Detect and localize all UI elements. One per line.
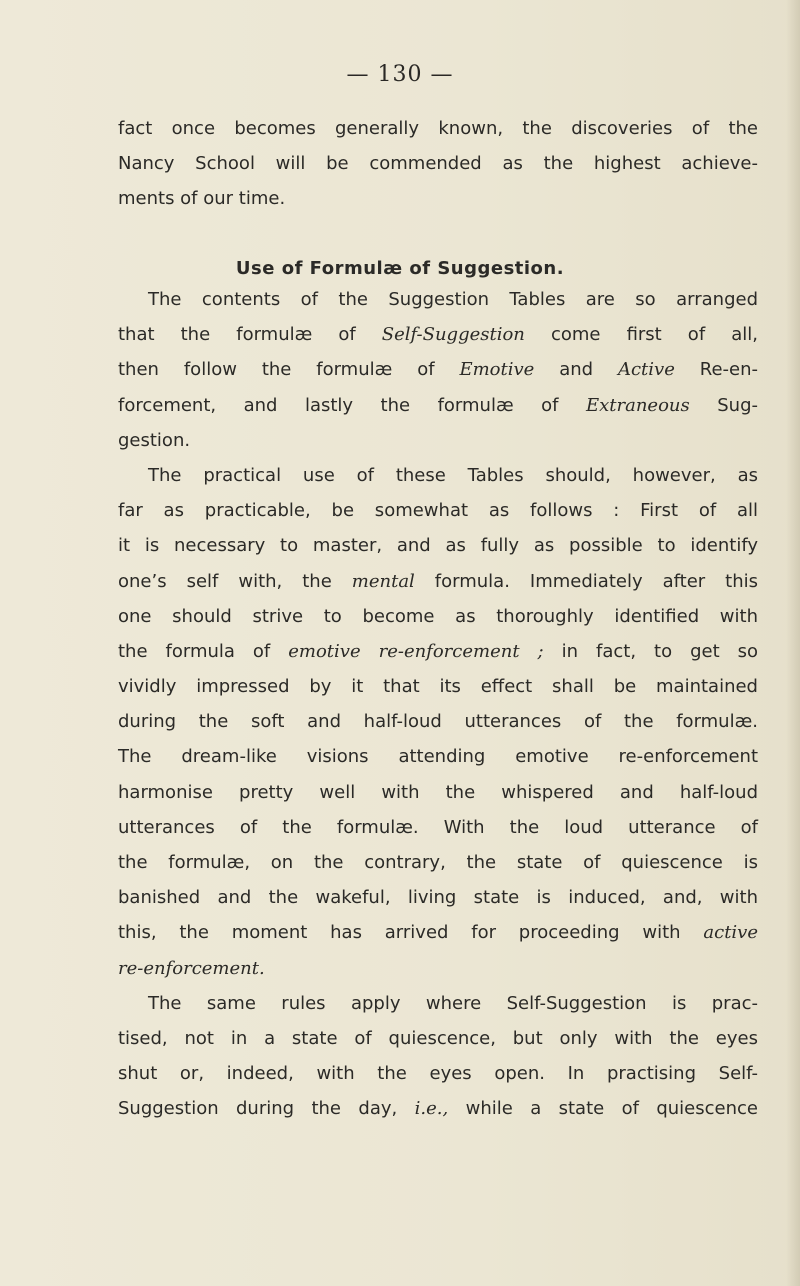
text-line: it is necessary to master, and as fully as possible to identify [118,535,758,557]
text-line: one should strive to become as thoroughly identified with [118,605,758,627]
text-line: that the formulæ of Self-Suggestion come first of all, [118,324,758,346]
text-line: during the soft and half-loud utterances of the formulæ. [118,711,758,733]
text-line: then follow the formulæ of Emotive and Active Re-en- [118,359,758,381]
italic-term: Active [617,359,675,381]
paragraph-intro [118,111,758,217]
italic-term: i.e., [414,1098,449,1120]
text-line: gestion. [118,429,191,451]
italic-term: mental [351,570,415,592]
paragraph-contents [118,282,758,1127]
text-line: this, the moment has arrived for proceeding with active [118,922,758,944]
text-line: harmonise pretty well with the whispered and half-loud [118,781,758,803]
text-line: shut or, indeed, with the eyes open. In practising Self- [118,1063,758,1085]
page-edge-shadow [786,0,800,1286]
page-number: — 130 — [346,62,454,87]
text-line: Nancy School will be commended as the highest achieve- [118,153,758,175]
italic-term: active [703,922,758,944]
text-line: far as practicable, be somewhat as follows : First of all [118,500,758,522]
italic-term: Self-Suggestion [381,324,525,346]
text-line: one’s self with, the mental formula. Immediately after this [118,570,758,592]
text-line: The practical use of these Tables should, however, as [148,464,758,486]
text-line: Suggestion during the day, i.e., while a state of quiescence [118,1098,758,1120]
text-line: forcement, and lastly the formulæ of Extraneous Sug- [118,394,758,416]
text-line: the formulæ, on the contrary, the state of quiescence is [118,852,758,873]
italic-term: emotive re-enforcement ; [288,640,544,662]
text-line: ments of our time. [118,188,286,210]
text-line: the formula of emotive re-enforcement ; in fact, to get so [118,640,758,662]
italic-term: Extraneous [585,394,690,416]
text-line: fact once becomes generally known, the discoveries of the [118,118,758,139]
text-line: banished and the wakeful, living state is induced, and, with [118,887,758,909]
text-line: The same rules apply where Self-Suggestion is prac- [148,992,758,1014]
text-line: tised, not in a state of quiescence, but only with the eyes [118,1027,758,1049]
text-line: vividly impressed by it that its effect shall be maintained [118,676,758,698]
text-line: The dream-like visions attending emotive re-enforcement [118,746,758,768]
italic-term: Emotive [459,359,535,381]
section-heading: Use of Formulæ of Suggestion. [235,258,565,279]
text-line: utterances of the formulæ. With the loud utterance of [118,816,758,838]
text-line: The contents of the Suggestion Tables are so arranged [148,289,758,310]
text-line [118,951,758,986]
italic-term: re-enforcement. [118,957,265,979]
